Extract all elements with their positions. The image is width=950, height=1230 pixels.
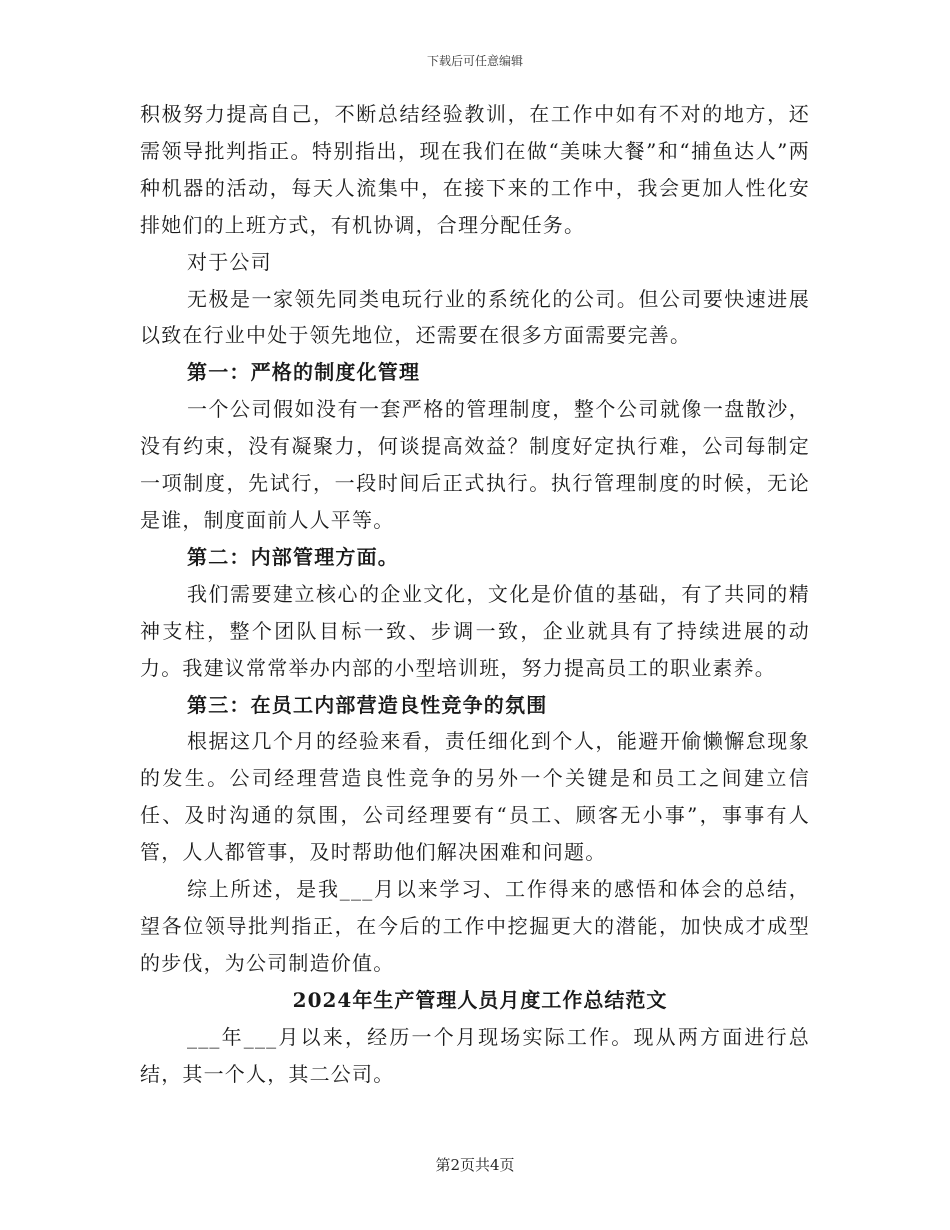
paragraph: 我们需要建立核心的企业文化，文化是价值的基础，有了共同的精神支柱，整个团队目标一致、步调一致，企业就具有了持续进展的动力。我建议常常举办内部的小型培训班，努力提高员工的职业素养。 <box>140 581 810 680</box>
paragraph: 对于公司 <box>187 249 272 274</box>
document-body <box>140 96 810 1092</box>
paragraph: ___年___月以来，经历一个月现场实际工作。现从两方面进行总结，其一个人，其二公司。 <box>140 1024 810 1086</box>
page-footer <box>0 1155 950 1175</box>
paragraph: 积极努力提高自己，不断总结经验教训，在工作中如有不对的地方，还需领导批判指正。特别指出，现在我们在做“美味大餐”和“捕鱼达人”两种机器的活动，每天人流集中，在接下来的工作中，我会更加人性化安排她们的上班方式，有机协调，合理分配任务。 <box>140 102 810 237</box>
section-heading: 第一：严格的制度化管理 <box>187 360 421 385</box>
page-number: 第2页共4页 <box>435 1156 515 1174</box>
section-heading: 第二：内部管理方面。 <box>187 544 399 569</box>
document-title: 2024年生产管理人员月度工作总结范文 <box>292 987 668 1012</box>
header-note: 下载后可任意编辑 <box>426 54 523 68</box>
page-header <box>0 53 950 69</box>
paragraph: 综上所述，是我___月以来学习、工作得来的感悟和体会的总结，望各位领导批判指正，在今后的工作中挖掘更大的潜能，加快成才成型的步伐，为公司制造价值。 <box>140 877 810 975</box>
paragraph: 一个公司假如没有一套严格的管理制度，整个公司就像一盘散沙，没有约束，没有凝聚力，何谈提高效益？制度好定执行难，公司每制定一项制度，先试行，一段时间后正式执行。执行管理制度的时候，无论是谁，制度面前人人平等。 <box>140 397 810 532</box>
paragraph: 无极是一家领先同类电玩行业的系统化的公司。但公司要快速进展以致在行业中处于领先地位，还需要在很多方面需要完善。 <box>140 286 810 348</box>
section-heading: 第三：在员工内部营造良性竞争的氛围 <box>187 692 548 717</box>
paragraph: 根据这几个月的经验来看，责任细化到个人，能避开偷懒懈怠现象的发生。公司经理营造良性竞争的另外一个关键是和员工之间建立信任、及时沟通的氛围，公司经理要有“员工、顾客无小事”，事事有人管，人人都管事，及时帮助他们解决困难和问题。 <box>140 729 810 865</box>
